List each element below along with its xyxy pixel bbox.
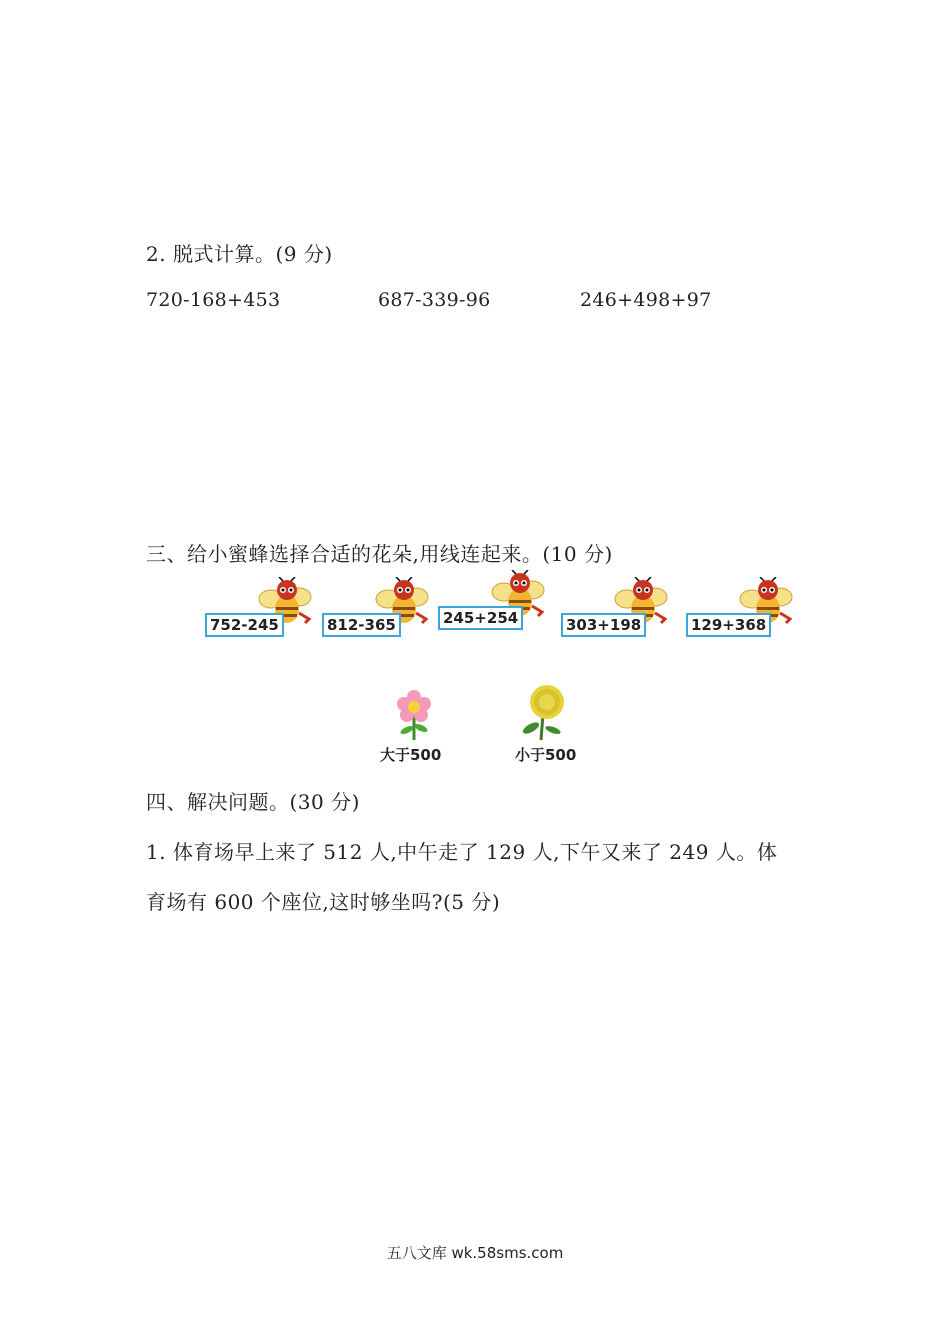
flower-item-less[interactable] (515, 684, 585, 768)
bee-expression-box: 129+368 (686, 613, 771, 637)
problem-1-line-1: 1. 体育场早上来了 512 人,中午走了 129 人,下午又来了 249 人。体 (146, 840, 778, 864)
yellow-chrysanthemum-icon (519, 684, 571, 740)
section-4-heading: 四、解决问题。(30 分) (146, 790, 360, 814)
bee-item[interactable] (438, 570, 548, 630)
problem-1-line-2: 育场有 600 个座位,这时够坐吗?(5 分) (146, 890, 501, 914)
bee-expression-box: 752-245 (205, 613, 284, 637)
bee-item[interactable] (686, 577, 796, 637)
expression-1: 720-168+453 (146, 289, 281, 311)
bee-item[interactable] (561, 577, 671, 637)
bee-item[interactable] (322, 577, 432, 637)
bee-expression-box: 245+254 (438, 606, 523, 630)
section-3-heading: 三、给小蜜蜂选择合适的花朵,用线连起来。(10 分) (146, 542, 613, 566)
flower-item-greater[interactable] (380, 688, 450, 768)
flower-label-less: 小于500 (515, 746, 577, 764)
footer-watermark: 五八文库 wk.58sms.com (386, 1244, 564, 1262)
flower-label-greater: 大于500 (380, 746, 442, 764)
expression-3: 246+498+97 (580, 289, 712, 311)
bee-expression-box: 303+198 (561, 613, 646, 637)
pink-flower-icon (392, 688, 436, 740)
bee-expression-box: 812-365 (322, 613, 401, 637)
section-2-heading: 2. 脱式计算。(9 分) (146, 242, 333, 266)
bee-item[interactable] (205, 577, 315, 637)
expression-2: 687-339-96 (378, 289, 491, 311)
